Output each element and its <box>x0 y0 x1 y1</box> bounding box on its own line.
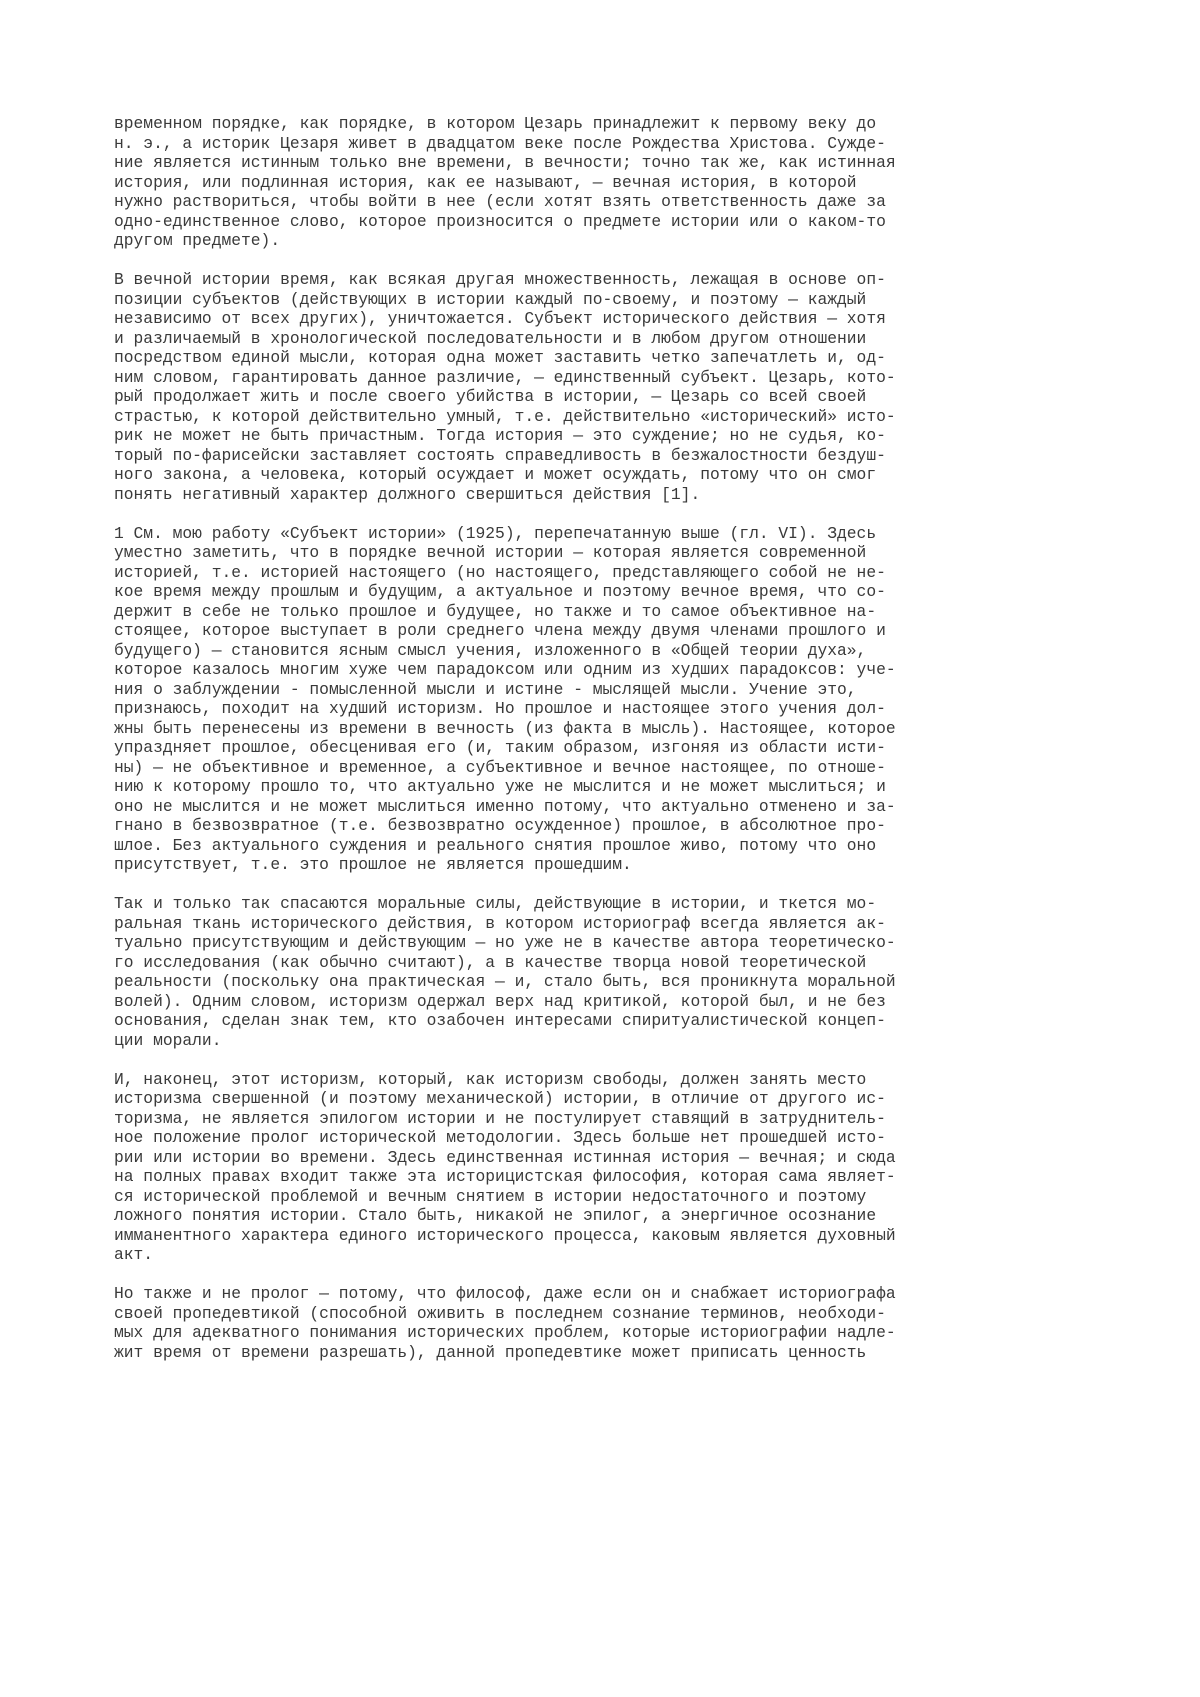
document-page <box>114 114 1090 1382</box>
text-line: другом предмете). <box>114 231 281 250</box>
text-line: гнано в безвозвратное (т.е. безвозвратно осужденное) прошлое, в абсолютное про- <box>114 816 886 835</box>
text-line: мых для адекватного понимания исторических проблем, которые историографии надле- <box>114 1323 896 1342</box>
text-line: посредством единой мысли, которая одна может заставить четко запечатлеть и, од- <box>114 348 886 367</box>
text-line: В вечной истории время, как всякая другая множественность, лежащая в основе оп- <box>114 270 886 289</box>
text-line: на полных правах входит также эта историцистская философия, которая сама являет- <box>114 1167 896 1186</box>
text-line: ны) — не объективное и временное, а субъективное и вечное настоящее, по отноше- <box>114 757 886 777</box>
text-line: акт. <box>114 1245 154 1264</box>
text-line: н. э., а историк Цезаря живет в двадцатом веке после Рождества Христова. Сужде- <box>114 133 886 153</box>
text-line: своей пропедевтикой (способной оживить в последнем сознание терминов, необходи- <box>114 1303 886 1323</box>
text-line: упраздняет прошлое, обесценивая его (и, таким образом, изгоняя из области исти- <box>114 738 886 757</box>
text-line: кое время между прошлым и будущим, а актуальное и поэтому вечное время, что со- <box>114 582 886 601</box>
text-line: рик не может не быть причастным. Тогда история — это суждение; но не судья, ко- <box>114 426 886 445</box>
text-line: торизма, не является эпилогом истории и не постулирует ставящий в затруднитель- <box>114 1108 886 1128</box>
footnote-1 <box>114 524 1090 875</box>
text-line: Так и только так спасаются моральные силы, действующие в истории, и ткется мо- <box>114 894 877 913</box>
text-line: туально присутствующим и действующим — но уже не в качестве автора теоретическо- <box>114 933 896 952</box>
text-line: ложного понятия истории. Стало быть, никакой не эпилог, а энергичное осознание <box>114 1206 877 1225</box>
text-line: жит время от времени разрешать), данной пропедевтике может приписать ценность <box>114 1342 867 1362</box>
paragraph-1 <box>114 114 1090 251</box>
text-line: Но также и не пролог — потому, что философ, даже если он и снабжает историографа <box>114 1284 896 1303</box>
paragraph-4 <box>114 1070 1090 1265</box>
text-line: торый по-фарисейски заставляет состоять справедливость в безжалостности бездуш- <box>114 445 886 465</box>
text-line: нию к которому прошло то, что актуально уже не мыслится и не может мыслиться; и <box>114 777 886 796</box>
text-line: ся исторической проблемой и вечным снятием в истории недостаточного и поэтому <box>114 1186 867 1206</box>
text-line: основания, сделан знак тем, кто озабочен интересами спиритуалистической концеп- <box>114 1011 886 1030</box>
text-line: ним словом, гарантировать данное различие, — единственный субъект. Цезарь, кото- <box>114 367 896 387</box>
text-line: 1 См. мою работу «Субъект истории» (1925), перепечатанную выше (гл. VI). Здесь <box>114 523 877 543</box>
text-line: позиции субъектов (действующих в истории каждый по-своему, и поэтому — каждый <box>114 289 867 309</box>
text-line: ции морали. <box>114 1030 222 1050</box>
text-line: будущего) — становится ясным смысл учения, изложенного в «Общей теории духа», <box>114 640 867 660</box>
text-line: которое казалось многим хуже чем парадоксом или одним из худших парадоксов: уче- <box>114 660 896 679</box>
text-line: рый продолжает жить и после своего убийства в истории, — Цезарь со всей своей <box>114 387 867 406</box>
text-line: го исследования (как обычно считают), а в качестве творца новой теоретической <box>114 952 867 972</box>
text-line: рии или истории во времени. Здесь единственная истинная история — вечная; и сюда <box>114 1147 896 1167</box>
text-line: И, наконец, этот историзм, который, как историзм свободы, должен занять место <box>114 1069 867 1089</box>
text-line: присутствует, т.е. это прошлое не является прошедшим. <box>114 855 632 874</box>
text-line: временном порядке, как порядке, в котором Цезарь принадлежит к первому веку до <box>114 114 877 133</box>
text-line: держит в себе не только прошлое и будущее, но также и то самое объективное на- <box>114 601 877 621</box>
text-line: историзма свершенной (и поэтому механической) истории, в отличие от другого ис- <box>114 1089 886 1108</box>
text-line: нужно раствориться, чтобы войти в нее (если хотят взять ответственность даже за <box>114 192 886 211</box>
text-line: реальности (поскольку она практическая — и, стало быть, вся проникнута моральной <box>114 972 896 991</box>
text-line: ние является истинным только вне времени, в вечности; точно так же, как истинная <box>114 153 896 172</box>
text-line: ного закона, а человека, который осуждает и может осуждать, потому что он смог <box>114 465 877 484</box>
paragraph-5 <box>114 1284 1090 1362</box>
text-line: стоящее, которое выступает в роли среднего члена между двумя членами прошлого и <box>114 621 886 640</box>
text-line: ное положение пролог исторической методологии. Здесь больше нет прошедшей исто- <box>114 1128 886 1147</box>
text-line: уместно заметить, что в порядке вечной истории — которая является современной <box>114 543 867 562</box>
text-line: независимо от всех других), уничтожается. Субъект исторического действия — хотя <box>114 309 886 328</box>
text-line: одно-единственное слово, которое произносится о предмете истории или о каком-то <box>114 211 886 231</box>
text-line: страстью, к которой действительно умный, т.е. действительно «исторический» исто- <box>114 406 896 426</box>
text-line: историей, т.е. историей настоящего (но настоящего, представляющего собой не не- <box>114 562 886 582</box>
text-line: ния о заблуждении - помысленной мысли и истине - мыслящей мысли. Учение это, <box>114 679 857 699</box>
text-line: волей). Одним словом, историзм одержал верх над критикой, которой был, и не без <box>114 991 886 1011</box>
text-line: жны быть перенесены из времени в вечность (из факта в мысль). Настоящее, которое <box>114 718 896 738</box>
text-line: шлое. Без актуального суждения и реального снятия прошлое живо, потому что оно <box>114 835 877 855</box>
text-line: понять негативный характер должного свершиться действия [1]. <box>114 484 701 504</box>
text-line: имманентного характера единого исторического процесса, каковым является духовный <box>114 1225 896 1245</box>
text-line: ральная ткань исторического действия, в котором историограф всегда является ак- <box>114 913 886 933</box>
text-line: признаюсь, походит на худший историзм. Но прошлое и настоящее этого учения дол- <box>114 699 886 718</box>
text-line: и различаемый в хронологической последовательности и в любом другом отношении <box>114 328 867 348</box>
text-line: оно не мыслится и не может мыслиться именно потому, что актуально отменено и за- <box>114 796 896 816</box>
paragraph-2 <box>114 270 1090 504</box>
text-line: история, или подлинная история, как ее называют, — вечная история, в которой <box>114 172 857 192</box>
paragraph-3 <box>114 894 1090 1050</box>
